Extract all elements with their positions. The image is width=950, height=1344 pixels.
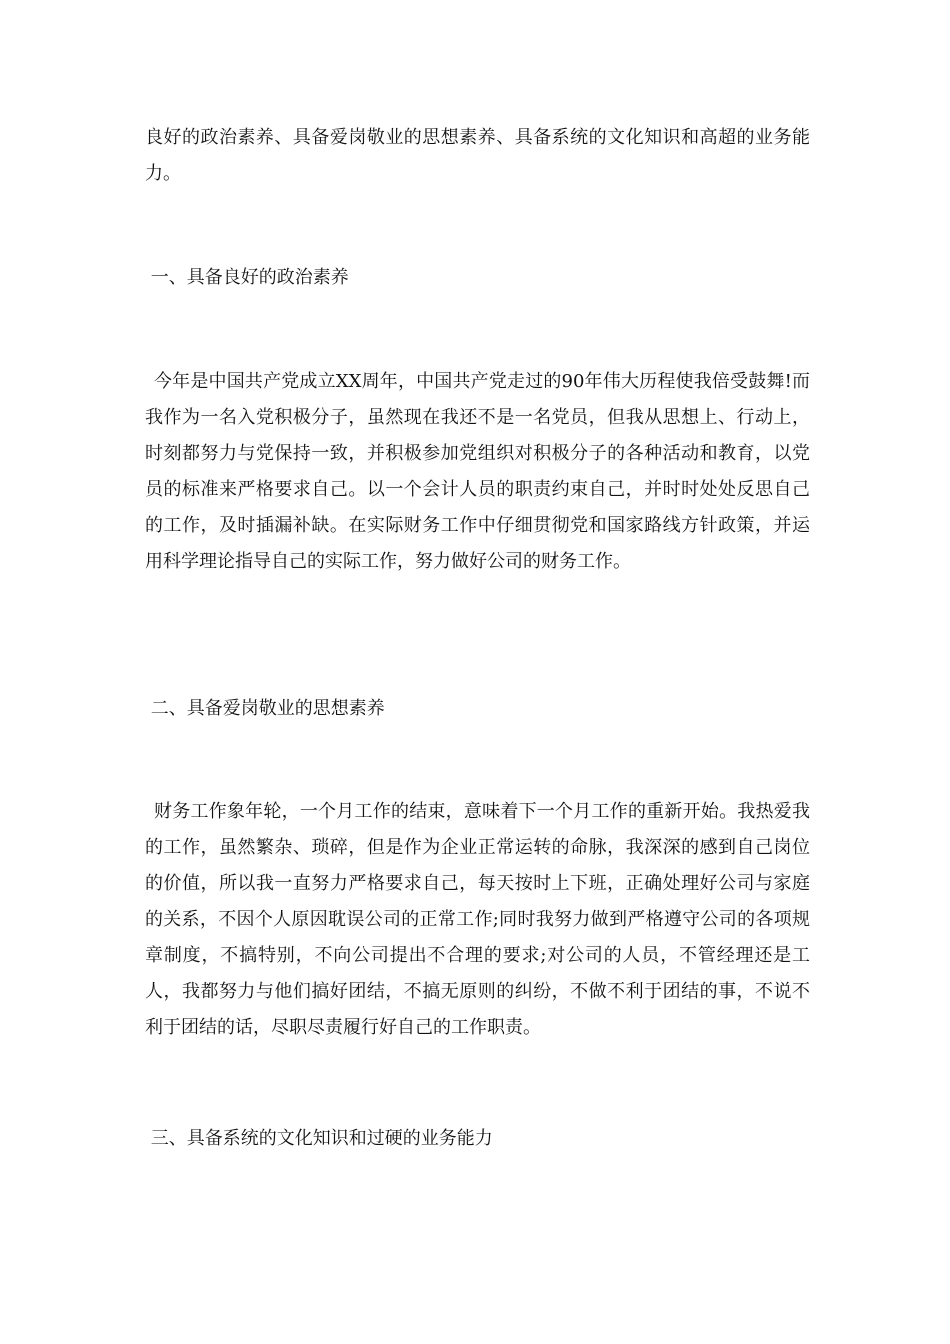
- section-1-paragraph: 今年是中国共产党成立XX周年，中国共产党走过的90年伟大历程使我倍受鼓舞!而我作为一名入党积极分子，虽然现在我还不是一名党员，但我从思想上、行动上，时刻都努力与党保持一致，并积极参加党组织对积极分子的各种活动和教育，以党员的标准来严格要求自己。以一个会计人员的职责约束自己，并时时处处反思自己的工作，及时插漏补缺。在实际财务工作中仔细贯彻党和国家路线方针政策，并运用科学理论指导自己的实际工作，努力做好公司的财务工作。: [145, 371, 810, 572]
- section-2-paragraph: 财务工作象年轮，一个月工作的结束，意味着下一个月工作的重新开始。我热爱我的工作，虽然繁杂、琐碎，但是作为企业正常运转的命脉，我深深的感到自己岗位的价值，所以我一直努力严格要求自己，每天按时上下班，正确处理好公司与家庭的关系，不因个人原因耽误公司的正常工作;同时我努力做到严格遵守公司的各项规章制度，不搞特别，不向公司提出不合理的要求;对公司的人员，不管经理还是工人，我都努力与他们搞好团结，不搞无原则的纠纷，不做不利于团结的事，不说不利于团结的话，尽职尽责履行好自己的工作职责。: [145, 801, 810, 1038]
- section-1-heading: 一、具备良好的政治素养: [145, 267, 349, 288]
- section-2-heading: 二、具备爱岗敬业的思想素养: [145, 698, 385, 719]
- intro-paragraph: 良好的政治素养、具备爱岗敬业的思想素养、具备系统的文化知识和高超的业务能力。: [145, 127, 810, 184]
- section-3-heading: 三、具备系统的文化知识和过硬的业务能力: [145, 1128, 493, 1149]
